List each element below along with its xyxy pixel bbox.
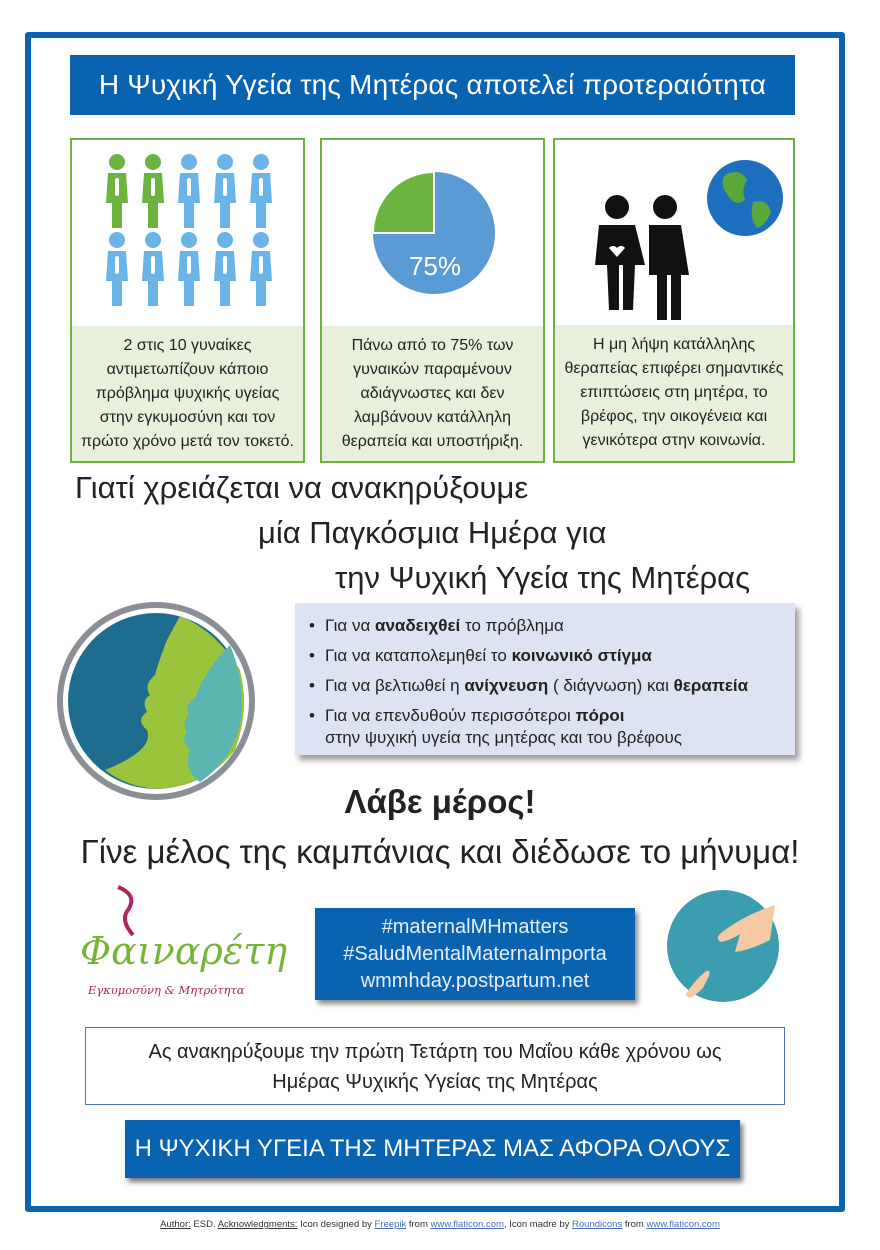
logo-name: Φαιναρέτη — [80, 929, 287, 973]
stat-card-undiagnosed — [320, 138, 545, 463]
hashtags-box — [315, 908, 635, 1000]
pie-label: 75% — [408, 251, 462, 281]
slogan-banner: Η ΨΥΧΙΚΗ ΥΓΕΙΑ ΤΗΣ ΜΗΤΕΡΑΣ ΜΑΣ ΑΦΟΡΑ ΟΛΟΥΣ — [125, 1120, 740, 1178]
card-text: 2 στις 10 γυναίκες αντιμετωπίζουν κάποιο πρόβλημα ψυχικής υγείας στην εγκυμοσύνη και τον πρώτο χρόνο μετά τον τοκετό. — [72, 326, 303, 461]
logo-tagline: Εγκυμοσύνη & Μητρότητα — [88, 983, 245, 997]
hashtag-1: #maternalMHmatters — [381, 916, 569, 938]
cta-title: Λάβε μέρος! — [344, 783, 536, 820]
woman-icon — [106, 232, 128, 306]
woman-icon-affected — [106, 154, 128, 228]
globe-icon — [707, 160, 783, 236]
headline-line-2: μία Παγκόσμια Ημέρα για — [258, 515, 607, 550]
mother-baby-profiles-icon — [55, 600, 257, 802]
stat-card-impact — [553, 138, 795, 463]
reason-item: • Για να αναδειχθεί το πρόβλημα — [309, 611, 781, 641]
card-text: Η μη λήψη κατάλληλης θεραπείας επιφέρει σημαντικές επιπτώσεις στη μητέρα, το βρέφος, την οικογένεια και γενικότερα στην κοινωνία. — [555, 325, 793, 461]
headline-line-1: Γιατί χρειάζεται να ανακηρύξουμε — [75, 470, 529, 505]
family-globe-icon — [555, 140, 793, 325]
stat-card-prevalence — [70, 138, 305, 463]
cta-subtitle: Γίνε μέλος της καμπάνιας και διέδωσε το μήνυμα! — [80, 833, 800, 870]
woman-icon — [250, 154, 272, 228]
woman-icon — [178, 232, 200, 306]
woman-icon — [142, 232, 164, 306]
woman-icon — [250, 232, 272, 306]
flaticon-link-2[interactable]: www.flaticon.com — [646, 1219, 720, 1230]
women-icons — [72, 140, 303, 325]
pie-chart-icon — [322, 140, 543, 325]
proclamation-note: Ας ανακηρύξουμε την πρώτη Τετάρτη του Μαΐου κάθε χρόνου ως Ημέρας Ψυχικής Υγείας της Μητέρας — [85, 1027, 785, 1105]
couple-icon — [595, 195, 689, 320]
pie-slice-diagnosed — [373, 172, 434, 233]
hashtag-2: #SaludMentalMaternaImporta — [343, 943, 607, 965]
woman-icon — [214, 232, 236, 306]
reason-item: • Για να καταπολεμηθεί το κοινωνικό στίγμα — [309, 641, 781, 671]
website-link[interactable]: wmmhday.postpartum.net — [360, 970, 590, 992]
poster-title: Η Ψυχική Υγεία της Μητέρας αποτελεί προτεραιότητα — [70, 55, 795, 115]
card-text: Πάνω από το 75% των γυναικών παραμένουν αδιάγνωστες και δεν λαμβάνουν κατάλληλη θεραπεία και υποστήριξη. — [322, 326, 543, 461]
footer-credits: Author: ESD. Acknowledgments: Icon designed by Freepik from www.flaticon.com, Icon madre by Roundicons from www.flaticon.com — [160, 1219, 720, 1230]
freepik-link[interactable]: Freepik — [374, 1219, 407, 1230]
reason-item: • Για να επενδυθούν περισσότεροι πόροι στην ψυχική υγεία της μητέρας και του βρέφους — [309, 701, 781, 749]
phainareti-logo — [78, 885, 303, 1005]
woman-icon — [214, 154, 236, 228]
woman-icon-affected — [142, 154, 164, 228]
roundicons-link[interactable]: Roundicons — [572, 1219, 623, 1230]
helping-hands-icon — [665, 890, 781, 1002]
headline-line-3: την Ψυχική Υγεία της Μητέρας — [335, 560, 751, 595]
reason-item: • Για να βελτιωθεί η ανίχνευση ( διάγνωση) και θεραπεία — [309, 671, 781, 701]
reasons-list — [295, 603, 795, 755]
flaticon-link[interactable]: www.flaticon.com — [430, 1219, 504, 1230]
woman-icon — [178, 154, 200, 228]
